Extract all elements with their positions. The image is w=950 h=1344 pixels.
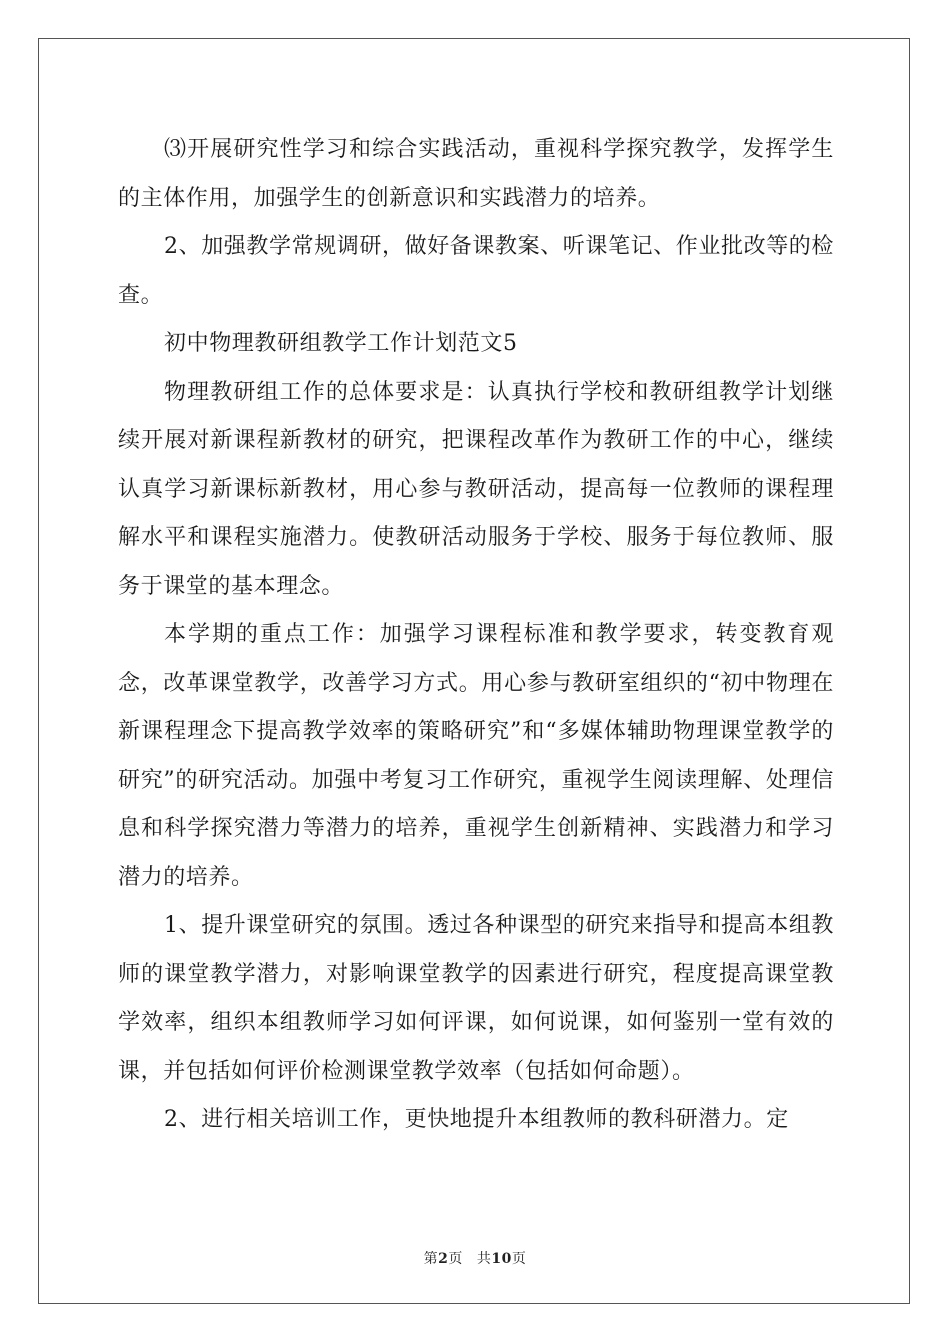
- footer-page-suffix: 页: [448, 1251, 463, 1267]
- paragraph-general-requirements: 物理教研组工作的总体要求是：认真执行学校和教研组教学计划继续开展对新课程新教材的研究，把课程改革作为教研工作的中心，继续认真学习新课标新教材，用心参与教研活动，提高每一位教师的课程理解水平和课程实施潜力。使教研活动服务于学校、服务于每位教师、服务于课堂的基本理念。: [118, 379, 834, 599]
- section-heading: 初中物理教研组教学工作计划范文5: [164, 331, 518, 356]
- page-footer: [0, 1248, 950, 1268]
- footer-total-prefix: 共: [476, 1251, 492, 1267]
- paragraph-classroom-research: 1、提升课堂研究的氛围。透过各种课型的研究来指导和提高本组教师的课堂教学潜力，对影响课堂教学的因素进行研究，程度提高课堂教学效率，组织本组教师学习如何评课，如何说课，如何鉴别一堂有效的课，并包括如何评价检测课堂教学效率（包括如何命题）。: [118, 913, 834, 1084]
- footer-page-number: 2: [438, 1251, 449, 1267]
- paragraph-key-work: 本学期的重点工作：加强学习课程标准和教学要求，转变教育观念，改革课堂教学，改善学习方式。用心参与教研室组织的“初中物理在新课程理念下提高教学效率的策略研究”和“多媒体辅助物理课堂教学的研究”的研究活动。加强中考复习工作研究，重视学生阅读理解、处理信息和科学探究潜力等潜力的培养，重视学生创新精神、实践潜力和学习潜力的培养。: [118, 622, 834, 890]
- document-body: [118, 126, 834, 1145]
- footer-total-suffix: 页: [511, 1251, 527, 1267]
- footer-total-number: 10: [491, 1251, 512, 1267]
- footer-page-prefix: 第: [423, 1251, 439, 1267]
- paragraph-training: 2、进行相关培训工作，更快地提升本组教师的教科研潜力。定: [164, 1107, 789, 1132]
- paragraph-routine-check: 2、加强教学常规调研，做好备课教案、听课笔记、作业批改等的检查。: [118, 234, 834, 308]
- paragraph-activities: ⑶开展研究性学习和综合实践活动，重视科学探究教学，发挥学生的主体作用，加强学生的创新意识和实践潜力的培养。: [118, 137, 834, 211]
